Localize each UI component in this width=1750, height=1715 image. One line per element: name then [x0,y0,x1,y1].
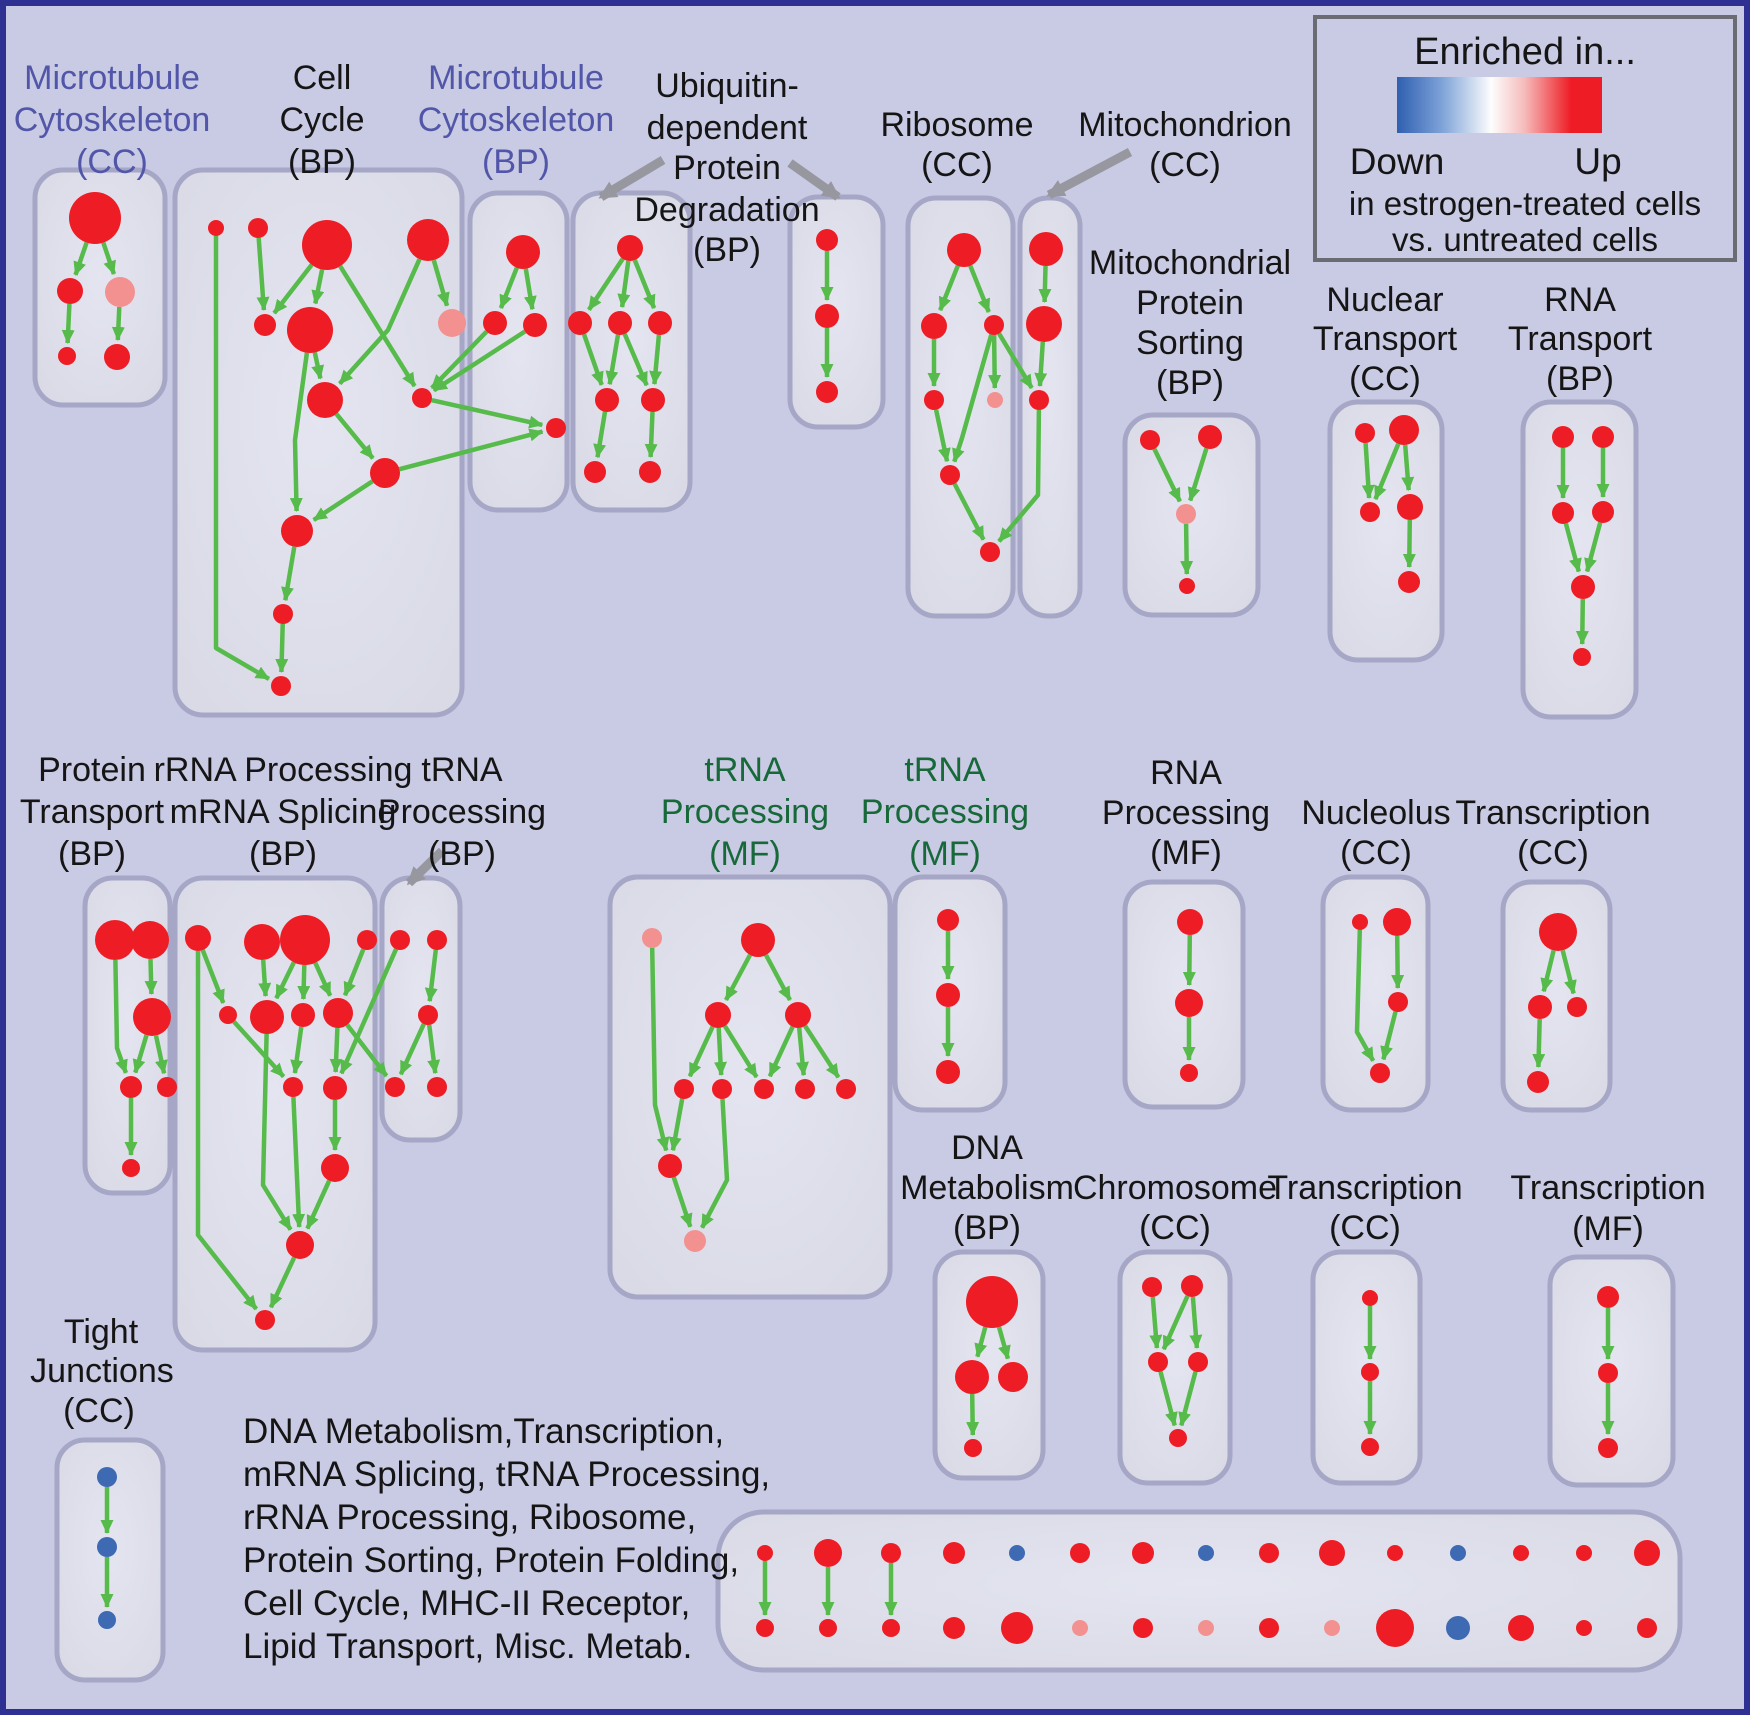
legend-title: Enriched in... [1414,31,1636,73]
cluster-label: (MF) [1572,1209,1644,1248]
go-term-node [1352,914,1368,930]
cluster-label: Protein [38,750,146,789]
cluster-label: Metabolism [900,1168,1074,1207]
cluster-label: (CC) [1149,145,1221,184]
go-term-node [1029,390,1049,410]
go-term-node [407,219,449,261]
go-term-node [1259,1543,1279,1563]
go-term-node [1355,423,1375,443]
go-term-node [105,277,135,307]
go-term-node [1070,1543,1090,1563]
go-term-node [1198,425,1222,449]
go-term-node [1376,1609,1414,1647]
cluster-box-misc [718,1512,1680,1670]
edge-arrow [1409,520,1410,567]
edge-arrow [303,965,304,999]
cluster-label: Transport [1312,319,1458,358]
go-term-node [418,1005,438,1025]
cluster-label: Cytoskeleton [13,100,211,139]
edge-arrow [972,1394,973,1435]
go-term-node [684,1230,706,1252]
cluster-label: Chromosome [1072,1168,1278,1207]
cluster-label: Transcription [1267,1168,1463,1207]
go-term-node [57,278,83,304]
cluster-label: DNA [951,1128,1023,1167]
edge-arrow [651,412,653,457]
go-term-node [1029,232,1063,266]
go-term-node [287,307,333,353]
cluster-label: (CC) [1329,1208,1401,1247]
go-term-node [427,1077,447,1097]
go-term-node [280,915,330,965]
go-term-node [1398,571,1420,593]
go-term-node [120,1076,142,1098]
pointer-arrow [1049,152,1130,195]
go-term-node [370,458,400,488]
go-term-node [936,1060,960,1084]
go-term-node [940,465,960,485]
go-term-node [254,314,276,336]
go-term-node [568,311,592,335]
go-term-node [307,382,343,418]
cluster-label: tRNA [904,750,986,789]
go-term-node [1597,1286,1619,1308]
cluster-label: (CC) [1340,833,1412,872]
go-term-node [595,388,619,412]
go-term-node [1539,913,1577,951]
go-term-node [1592,501,1614,523]
cluster-label: Tight [63,1312,139,1351]
cluster-label: Transport [1507,319,1653,358]
go-term-node [584,461,606,483]
cluster-label: Nuclear [1326,280,1444,319]
cluster-label: Ribosome [880,105,1034,144]
go-term-node [1324,1620,1340,1636]
go-term-node [104,344,130,370]
go-term-node [97,1467,117,1487]
go-term-node [785,1002,811,1028]
misc-text-line: DNA Metabolism,Transcription, [243,1412,725,1451]
cluster-label: (CC) [76,142,148,181]
go-term-node [1527,1071,1549,1093]
cluster-label: Cytoskeleton [417,100,615,139]
go-term-node [881,1543,901,1563]
legend-caption-line1: in estrogen-treated cells [1348,185,1702,222]
go-term-node [1446,1616,1470,1640]
cluster-label: Ubiquitin- [655,66,799,105]
go-term-node [323,998,353,1028]
go-term-node [255,1310,275,1330]
go-term-node [1179,578,1195,594]
go-term-node [1387,1545,1403,1561]
go-term-node [1370,1063,1390,1083]
go-term-node [924,390,944,410]
misc-text-line: rRNA Processing, Ribosome, [243,1498,697,1537]
go-term-node [1592,426,1614,448]
go-term-node [390,930,410,950]
cluster-label: Sorting [1136,323,1244,362]
go-term-node [1026,306,1062,342]
go-term-node [943,1542,965,1564]
go-term-node [97,1537,117,1557]
cluster-label: dependent [646,108,808,147]
cluster-label: Processing [860,792,1030,831]
cluster-label: Degradation [634,190,820,229]
go-term-node [244,924,280,960]
cluster-label: rRNA Processing [153,750,413,789]
go-term-node [1177,909,1203,935]
go-term-node [248,218,268,238]
legend-caption-line2: vs. untreated cells [1392,221,1658,258]
go-term-node [1598,1363,1618,1383]
go-term-node [947,233,981,267]
go-term-node [608,311,632,335]
cluster-label: (MF) [1150,833,1222,872]
cluster-label: Protein [673,148,781,187]
go-term-node [921,313,947,339]
cluster-label: (BP) [249,834,317,873]
edge-arrow [1189,935,1190,985]
cluster-box-rna-transport [1523,402,1636,717]
go-term-node [321,1154,349,1182]
go-term-node [1552,426,1574,448]
go-term-node [955,1360,989,1394]
go-term-node [943,1617,965,1639]
cluster-label: mRNA Splicing [169,792,397,831]
go-term-node [984,315,1004,335]
go-term-node [712,1079,732,1099]
go-term-node [1573,648,1591,666]
cluster-label: (BP) [428,834,496,873]
cluster-label: Junctions [30,1351,174,1390]
cluster-label: RNA [1544,280,1616,319]
cluster-box-chromosome-cc [1120,1252,1230,1483]
go-term-node [1552,502,1574,524]
go-term-node [674,1079,694,1099]
go-term-node [271,676,291,696]
edge-arrow [1186,524,1187,574]
go-term-node [1362,1290,1378,1306]
go-term-node [1175,989,1203,1017]
cluster-box-nuclear-transport [1330,402,1442,660]
go-term-node [1133,1618,1153,1638]
go-term-node [281,515,313,547]
legend-up-label: Up [1574,141,1622,182]
edge-arrow [1538,1019,1539,1067]
cluster-label: (BP) [953,1208,1021,1247]
cluster-label: (MF) [709,834,781,873]
go-term-node [1001,1612,1033,1644]
go-term-node [1508,1615,1534,1641]
go-term-node [966,1276,1018,1328]
go-term-node [157,1077,177,1097]
go-term-node [1181,1275,1203,1297]
go-term-node [546,418,566,438]
go-term-node [1188,1352,1208,1372]
go-term-node [1259,1618,1279,1638]
cluster-label: tRNA [704,750,786,789]
edge-arrow [336,1028,338,1072]
cluster-label: Transport [19,792,165,831]
go-term-node [283,1077,303,1097]
cluster-label: Cell [292,58,352,97]
go-term-node [1176,504,1196,524]
misc-text-line: Lipid Transport, Misc. Metab. [243,1627,693,1666]
cluster-label: (CC) [1139,1208,1211,1247]
go-term-node [273,604,293,624]
go-term-node [1360,502,1380,522]
go-term-node [795,1079,815,1099]
cluster-label: (CC) [1349,359,1421,398]
go-term-node [1571,575,1595,599]
go-term-node [882,1619,900,1637]
cluster-label: (BP) [288,142,356,181]
go-term-node [936,983,960,1007]
cluster-label: RNA [1150,753,1222,792]
go-term-node [131,921,169,959]
go-term-node [987,392,1003,408]
go-term-node [1388,992,1408,1012]
go-term-node [1132,1542,1154,1564]
go-term-node [1319,1540,1345,1566]
cluster-label: Mitochondrion [1078,105,1292,144]
go-term-node [705,1002,731,1028]
go-term-node [291,1003,315,1027]
go-term-node [1198,1545,1214,1561]
cluster-label: (BP) [58,834,126,873]
go-term-node [1169,1429,1187,1447]
edge-arrow [1045,266,1046,302]
cluster-label: (BP) [1546,359,1614,398]
go-term-node [1634,1540,1660,1566]
legend-gradient-bar [1397,77,1602,133]
go-term-node [937,909,959,931]
go-term-node [323,1076,347,1100]
go-term-node [1397,494,1423,520]
go-term-node [1009,1545,1025,1561]
go-term-node [58,347,76,365]
cluster-label: (BP) [1156,363,1224,402]
go-term-node [1142,1277,1162,1297]
go-term-node [658,1154,682,1178]
go-term-node [1361,1363,1379,1381]
edge-arrow [281,624,282,672]
go-term-node [523,313,547,337]
cluster-label: (BP) [693,230,761,269]
go-term-node [1576,1545,1592,1561]
go-term-node [836,1079,856,1099]
go-term-node [754,1079,774,1099]
go-term-node [1383,908,1411,936]
go-term-node [1567,997,1587,1017]
cluster-label: Protein [1136,283,1244,322]
go-term-node [427,930,447,950]
go-term-node [642,928,662,948]
edge-arrow [719,1028,722,1075]
edge-arrow [263,960,265,996]
go-term-node [357,930,377,950]
cluster-label: Processing [660,792,830,831]
misc-text-line: mRNA Splicing, tRNA Processing, [243,1455,771,1494]
cluster-label: Transcription [1510,1168,1706,1207]
go-term-node [302,220,352,270]
edge-arrow [1397,936,1398,988]
cluster-label: tRNA [421,750,503,789]
cluster-label: (CC) [63,1391,135,1430]
go-term-node [185,925,211,951]
go-term-node [1637,1618,1657,1638]
go-term-node [412,388,432,408]
go-term-node [816,229,838,251]
go-term-node [1528,995,1552,1019]
go-term-node [286,1231,314,1259]
go-term-node [964,1439,982,1457]
edge-arrow [1040,342,1043,386]
go-term-node [814,1539,842,1567]
cluster-label: Processing [1101,793,1271,832]
go-term-node [385,1077,405,1097]
go-term-node [1513,1545,1529,1561]
cluster-label: Processing [377,792,547,831]
go-term-node [641,388,665,412]
go-term-node [483,311,507,335]
go-term-node [250,1000,284,1034]
go-term-node [1598,1438,1618,1458]
go-term-node [998,1362,1028,1392]
edge-arrow [151,959,152,994]
cluster-label: Cycle [279,100,365,139]
go-term-node [1072,1620,1088,1636]
legend [1313,15,1737,262]
go-term-node [438,309,466,337]
cluster-label: Transcription [1455,793,1651,832]
go-term-node [617,235,643,261]
go-term-node [208,220,224,236]
edge-arrow [1582,599,1583,644]
go-term-node [1389,415,1419,445]
cluster-label: (MF) [909,834,981,873]
go-term-node [1198,1620,1214,1636]
cluster-label: Mitochondrial [1088,243,1292,282]
go-term-node [639,461,661,483]
go-term-node [1148,1352,1168,1372]
cluster-label: (BP) [482,142,550,181]
go-term-node [133,998,171,1036]
edge-arrow [994,335,995,388]
go-term-node [1140,430,1160,450]
go-term-node [1576,1620,1592,1636]
go-term-node [98,1611,116,1629]
go-term-node [648,311,672,335]
go-term-node [219,1006,237,1024]
go-term-node [122,1159,140,1177]
cluster-label: Nucleolus [1301,793,1451,832]
go-term-node [506,235,540,269]
misc-text-line: Protein Sorting, Protein Folding, [243,1541,740,1580]
go-term-node [741,923,775,957]
cluster-label: (CC) [921,145,993,184]
go-term-node [1361,1438,1379,1456]
go-term-node [819,1619,837,1637]
edge-arrow [118,307,120,340]
legend-down-label: Down [1349,141,1445,182]
edge-arrow [68,304,70,343]
cluster-label: Microtubule [428,58,604,97]
go-term-node [1180,1064,1198,1082]
cluster-label: Microtubule [24,58,200,97]
misc-text-block [243,1410,770,1668]
go-term-node [816,381,838,403]
go-term-node [95,920,135,960]
go-term-node [1450,1545,1466,1561]
go-term-node [815,304,839,328]
go-term-node [69,192,121,244]
go-term-node [980,542,1000,562]
cluster-label: (CC) [1517,833,1589,872]
misc-text-line: Cell Cycle, MHC-II Receptor, [243,1584,691,1623]
